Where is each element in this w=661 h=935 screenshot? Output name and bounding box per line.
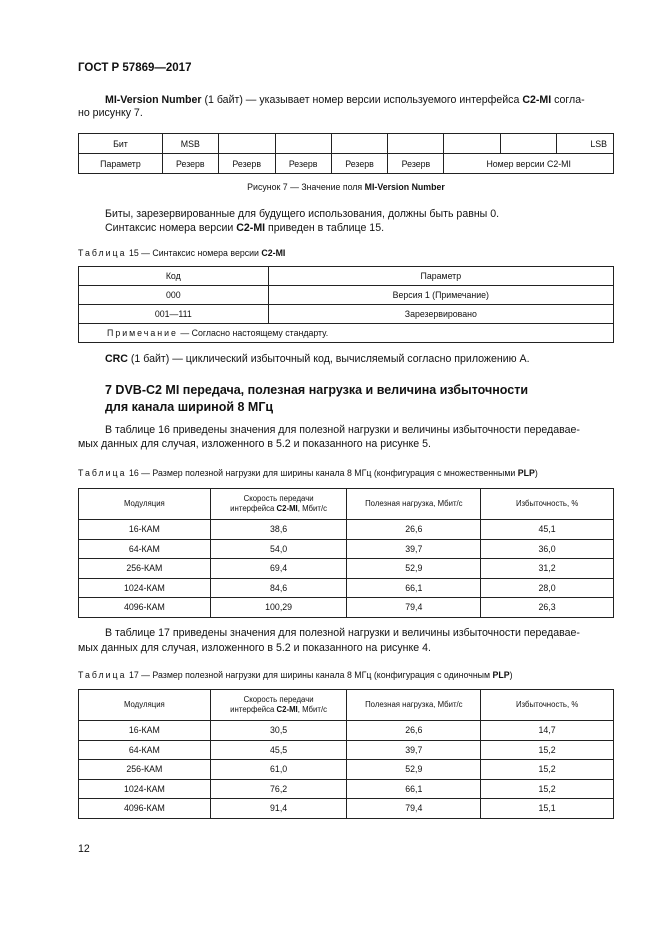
paragraph-line: мых данных для случая, изложенного в 5.2 и показанного на рисунке 5.	[78, 438, 431, 450]
paragraph-text: Синтаксис номера версии	[105, 222, 237, 234]
table-header-row	[79, 690, 614, 721]
caption-text: )	[534, 468, 538, 478]
paragraph-text: согла-	[551, 94, 585, 106]
table-cell: 39,7	[347, 740, 481, 760]
table-header: Модуляция	[79, 489, 211, 520]
table-cell: 38,6	[210, 520, 347, 540]
table-row	[79, 760, 614, 780]
page-number: 12	[78, 843, 90, 855]
table-cell: 1024-КАМ	[79, 578, 211, 598]
caption-text: Рисунок 7 — Значение поля	[247, 182, 365, 192]
fig7-cell	[218, 134, 275, 154]
table-cell: 15,2	[481, 760, 614, 780]
table-cell: 66,1	[347, 779, 481, 799]
iface-term: C2-MI	[236, 222, 266, 234]
paragraph-table16-intro: В таблице 16 приведены значения для полезной нагрузки и величины избыточности передавае-	[105, 424, 580, 436]
header-line: Скорость передачи	[243, 695, 314, 704]
table-cell: 4096-КАМ	[79, 799, 211, 819]
table-cell: Зарезервировано	[268, 305, 613, 324]
paragraph-text: (1 байт) — циклический избыточный код, вычисляемый согласно приложению А.	[127, 353, 530, 365]
header-term: C2-MI	[276, 504, 298, 513]
paragraph-table17-intro: В таблице 17 приведены значения для полезной нагрузки и величины избыточности передавае-	[105, 627, 580, 639]
section-heading-line: 7 DVB-C2 MI передача, полезная нагрузка и величина избыточности	[105, 383, 529, 397]
table15-caption	[78, 248, 285, 258]
table-row	[79, 598, 614, 618]
table-cell: 61,0	[210, 760, 347, 780]
header-text: интерфейса	[230, 705, 277, 714]
fig7-cell: Резерв	[275, 154, 331, 174]
header-term: C2-MI	[276, 705, 298, 714]
header-text: , Мбит/с	[297, 705, 328, 714]
figure7-param-row	[79, 154, 614, 174]
table-header: Полезная нагрузка, Мбит/с	[347, 690, 481, 721]
table-cell: 16-КАМ	[79, 520, 211, 540]
fig7-cell	[331, 134, 388, 154]
table-cell: 31,2	[481, 559, 614, 579]
table-cell: 30,5	[210, 721, 347, 741]
table-cell: 4096-КАМ	[79, 598, 211, 618]
table-row	[79, 721, 614, 741]
table-header-row	[79, 267, 614, 286]
caption-text: 15 — Синтаксис номера версии	[126, 248, 262, 258]
table-row	[79, 740, 614, 760]
note-text: — Согласно настоящему стандарту.	[177, 328, 329, 338]
caption-term: MI-Version Number	[364, 182, 445, 192]
table-cell: 26,6	[347, 520, 481, 540]
table-header: Параметр	[268, 267, 613, 286]
table-cell: 14,7	[481, 721, 614, 741]
fig7-cell: Бит	[79, 134, 163, 154]
table-cell: 1024-КАМ	[79, 779, 211, 799]
fig7-cell: Резерв	[218, 154, 275, 174]
table-cell: 76,2	[210, 779, 347, 799]
table-header: Модуляция	[79, 690, 211, 721]
fig7-cell: Номер версии C2-MI	[444, 154, 614, 174]
figure7-bit-table	[78, 133, 614, 174]
fig7-cell: Резерв	[331, 154, 388, 174]
table15	[78, 266, 614, 343]
fig7-cell: LSB	[557, 134, 614, 154]
table-cell: 69,4	[210, 559, 347, 579]
paragraph-mi-version	[105, 92, 615, 108]
table-row	[79, 305, 614, 324]
caption-text: 16 — Размер полезной нагрузки для ширины канала 8 МГц (конфигурация с множественными	[126, 468, 518, 478]
paragraph-line: мых данных для случая, изложенного в 5.2 и показанного на рисунке 4.	[78, 642, 431, 654]
table-cell: 36,0	[481, 539, 614, 559]
figure7-caption	[78, 182, 614, 192]
table-row	[79, 779, 614, 799]
table-cell: 001—111	[79, 305, 269, 324]
table17	[78, 689, 614, 819]
fig7-cell	[275, 134, 331, 154]
table-cell: 26,6	[347, 721, 481, 741]
fig7-cell: MSB	[162, 134, 218, 154]
fig7-cell: Параметр	[79, 154, 163, 174]
caption-term: PLP	[517, 468, 535, 478]
table-cell: 256-КАМ	[79, 559, 211, 579]
table-cell: 66,1	[347, 578, 481, 598]
table-cell: 39,7	[347, 539, 481, 559]
table-cell: 79,4	[347, 598, 481, 618]
table-row	[79, 578, 614, 598]
table-cell: 52,9	[347, 760, 481, 780]
table-cell: 84,6	[210, 578, 347, 598]
section-heading-line: для канала шириной 8 МГц	[105, 400, 274, 414]
table16	[78, 488, 614, 618]
table-cell: 256-КАМ	[79, 760, 211, 780]
caption-label: Таблица	[78, 468, 127, 478]
section-heading	[105, 382, 528, 416]
table-cell: 100,29	[210, 598, 347, 618]
fig7-cell	[444, 134, 501, 154]
paragraph-reserved-bits: Биты, зарезервированные для будущего использования, должны быть равны 0.	[105, 208, 500, 220]
table-row	[79, 799, 614, 819]
table-header	[210, 690, 347, 721]
table-header: Избыточность, %	[481, 690, 614, 721]
caption-term: PLP	[492, 670, 510, 680]
fig7-cell: Резерв	[388, 154, 444, 174]
table-cell: 28,0	[481, 578, 614, 598]
table-cell: 000	[79, 286, 269, 305]
paragraph-syntax	[105, 220, 384, 236]
table-cell: 45,5	[210, 740, 347, 760]
iface-term: C2-MI	[522, 94, 552, 106]
caption-text: 17 — Размер полезной нагрузки для ширины канала 8 МГц (конфигурация с одиночным	[126, 670, 493, 680]
table-cell: 15,1	[481, 799, 614, 819]
table-cell: 64-КАМ	[79, 539, 211, 559]
figure7-bit-row	[79, 134, 614, 154]
table16-caption	[78, 468, 538, 478]
header-line: Скорость передачи	[243, 494, 314, 503]
table-row	[79, 286, 614, 305]
table-row	[79, 559, 614, 579]
fig7-cell	[388, 134, 444, 154]
table-cell: 79,4	[347, 799, 481, 819]
table-header: Полезная нагрузка, Мбит/с	[347, 489, 481, 520]
fig7-cell: Резерв	[162, 154, 218, 174]
caption-term: C2-MI	[261, 248, 286, 258]
table-cell: 64-КАМ	[79, 740, 211, 760]
note-label: Примечание	[107, 328, 178, 338]
table-note-row	[79, 324, 614, 343]
table-header: Код	[79, 267, 269, 286]
term-crc: CRC	[105, 353, 128, 365]
caption-text: )	[509, 670, 513, 680]
fig7-cell	[501, 134, 557, 154]
paragraph-crc	[105, 351, 530, 367]
paragraph-text: приведен в таблице 15.	[265, 222, 385, 234]
caption-label: Таблица	[78, 248, 127, 258]
table-cell: 91,4	[210, 799, 347, 819]
table-cell: 16-КАМ	[79, 721, 211, 741]
term-mi-version: MI-Version Number	[105, 94, 202, 106]
paragraph-line: но рисунку 7.	[78, 107, 143, 119]
table-cell: 15,2	[481, 779, 614, 799]
document-header: ГОСТ Р 57869—2017	[78, 62, 192, 74]
header-text: , Мбит/с	[297, 504, 328, 513]
table-cell: Версия 1 (Примечание)	[268, 286, 613, 305]
table-row	[79, 520, 614, 540]
table-note	[79, 324, 614, 343]
table-cell: 45,1	[481, 520, 614, 540]
table-row	[79, 539, 614, 559]
table-header-row	[79, 489, 614, 520]
table17-caption	[78, 670, 513, 680]
header-text: интерфейса	[230, 504, 277, 513]
table-header	[210, 489, 347, 520]
table-cell: 54,0	[210, 539, 347, 559]
table-cell: 26,3	[481, 598, 614, 618]
table-cell: 15,2	[481, 740, 614, 760]
table-header: Избыточность, %	[481, 489, 614, 520]
caption-label: Таблица	[78, 670, 127, 680]
paragraph-text: (1 байт) — указывает номер версии используемого интерфейса	[201, 94, 523, 106]
table-cell: 52,9	[347, 559, 481, 579]
